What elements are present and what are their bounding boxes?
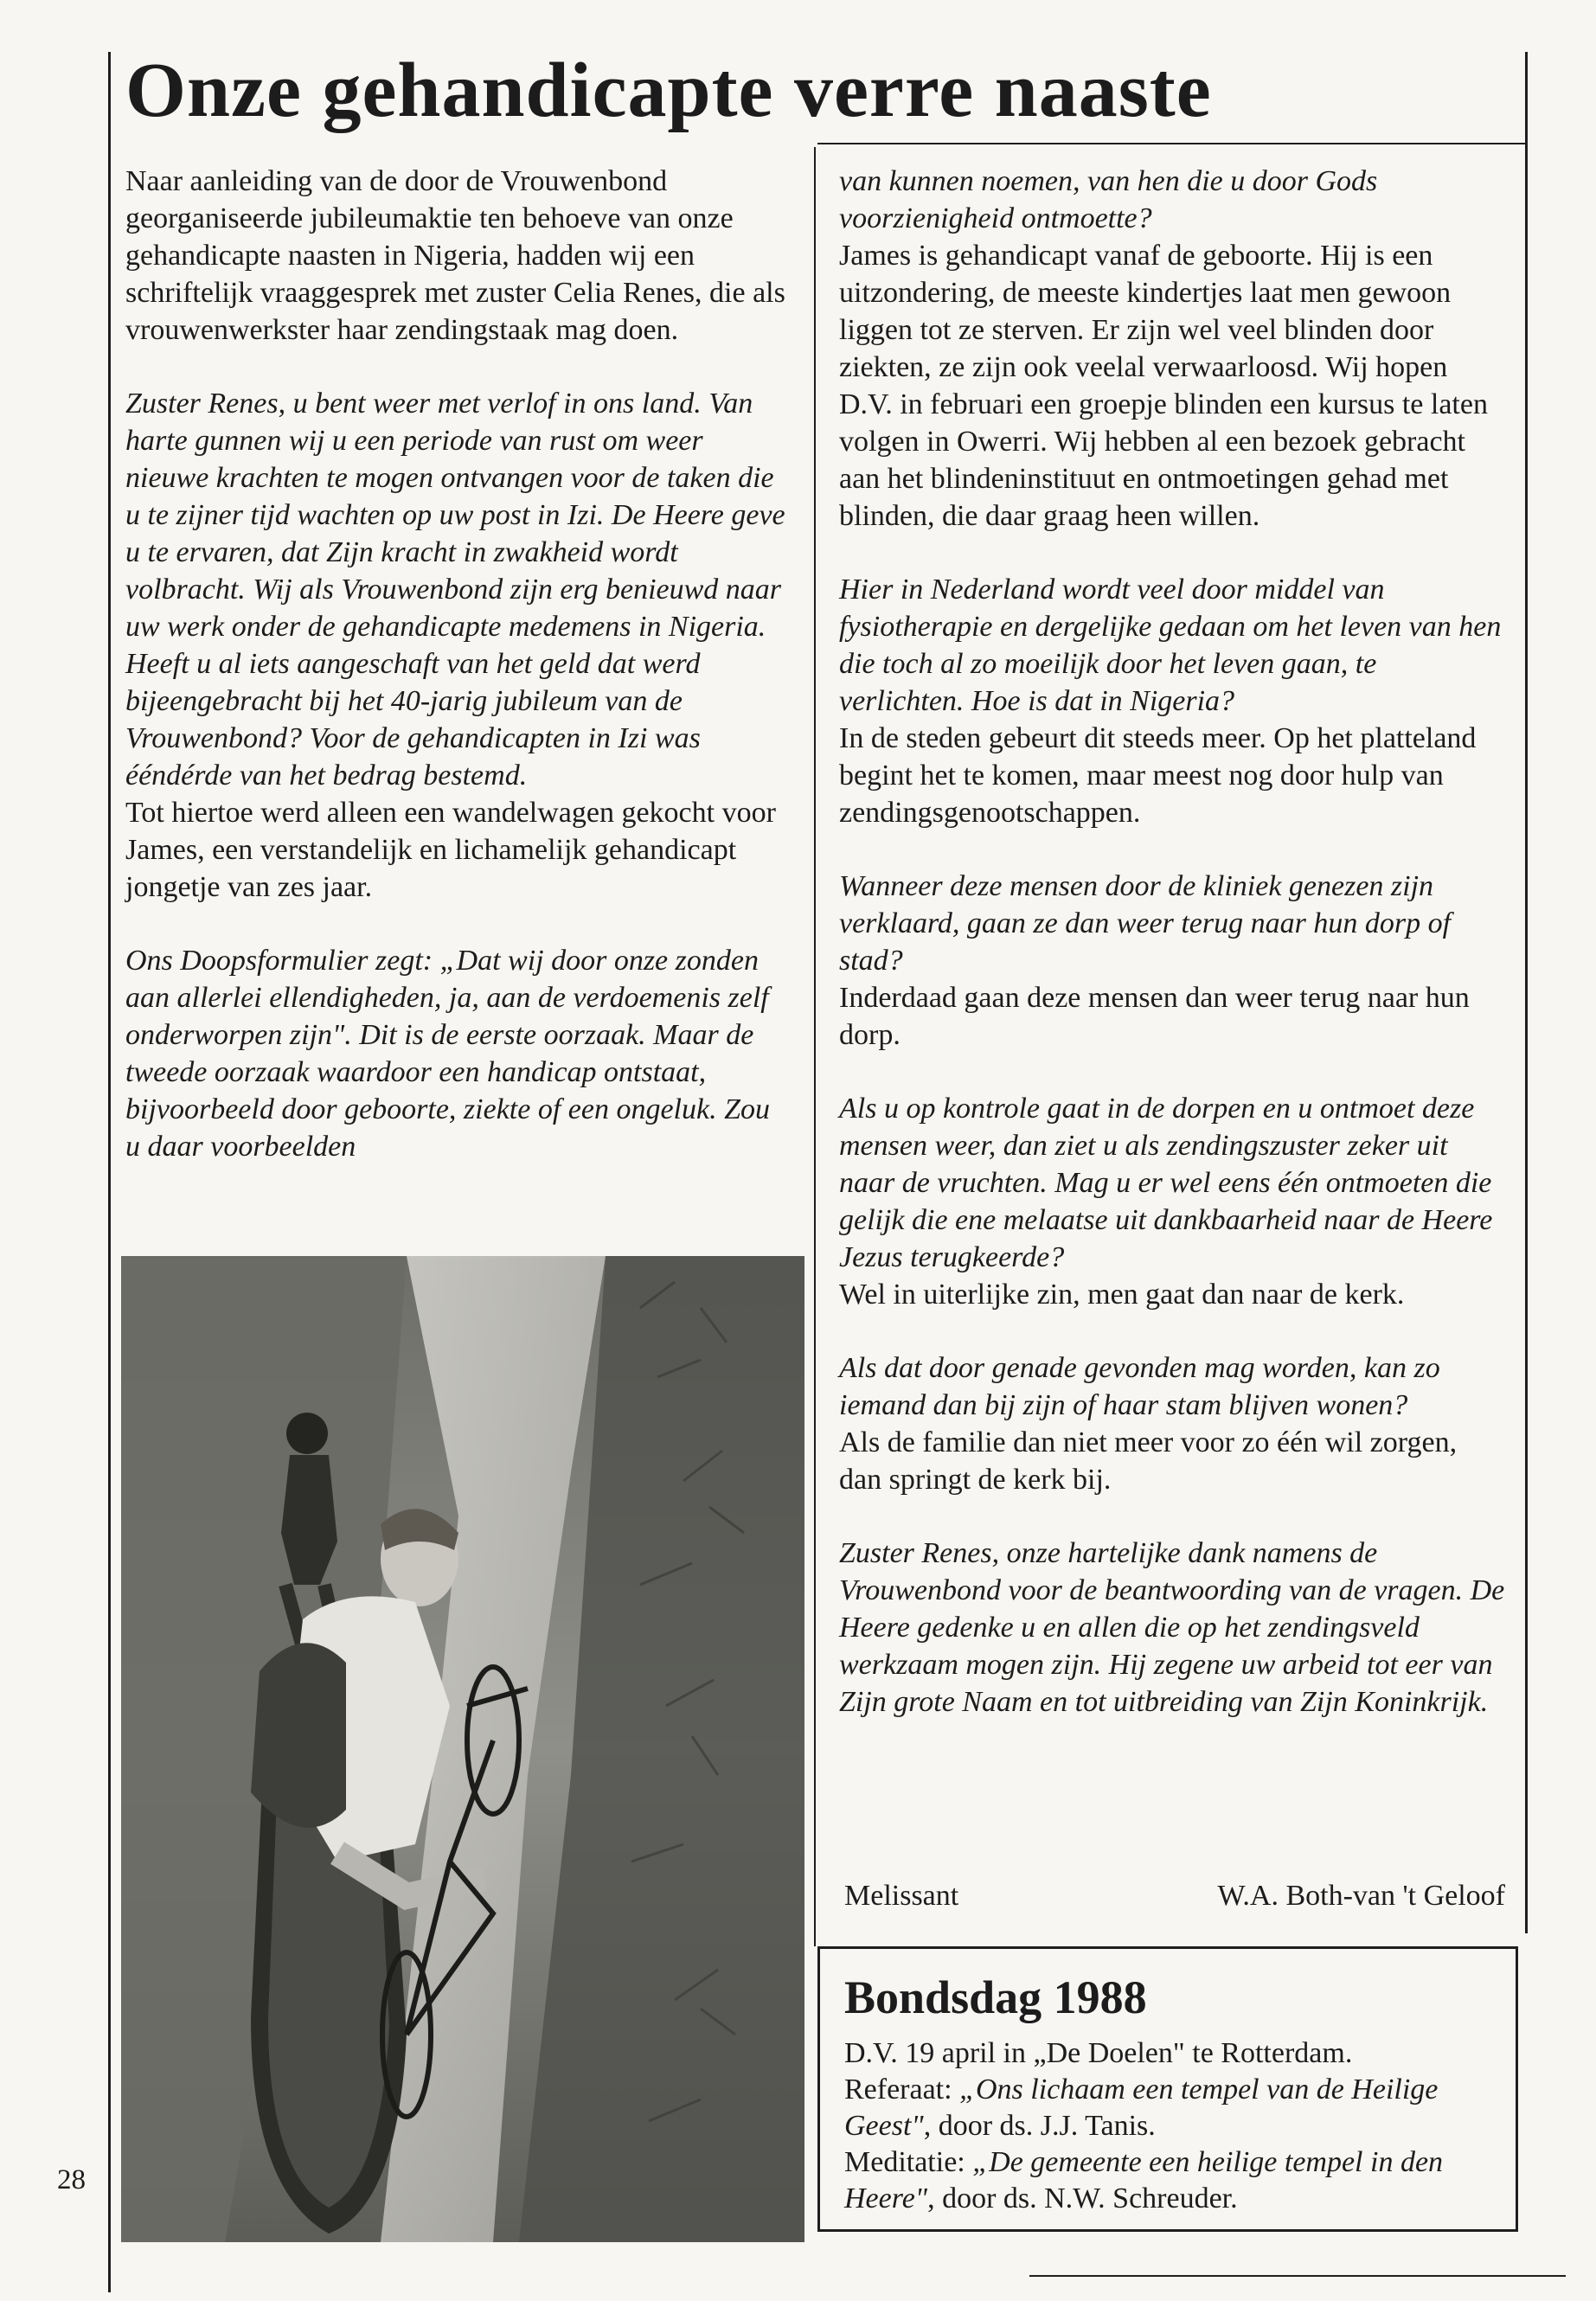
right-column — [839, 163, 1505, 1757]
answer-6-text: Wel in uiterlijke zin, men gaat dan naar de kerk. — [839, 1279, 1405, 1311]
page-title: Onze gehandicapte verre naaste — [125, 48, 1212, 133]
closing-paragraph — [839, 1535, 1505, 1721]
right-margin-rule — [1525, 52, 1528, 1933]
column-divider-rule — [814, 147, 816, 1946]
question-4-text: Hier in Nederland wordt veel door middel van fysiotherapie en dergelijke gedaan om het leven van hen die toch al zo moeilijk door het leven gaan, te verlichten. Hoe is dat in Nigeria? — [839, 574, 1502, 717]
question-3-cont-text: van kunnen noemen, van hen die u door Gods voorzienigheid ontmoette? — [839, 165, 1378, 234]
signature-name: W.A. Both-van 't Geloof — [1217, 1880, 1505, 1912]
answer-3-text: James is gehandicapt vanaf de geboorte. Hij is een uitzondering, de meeste kindertjes laat men gewoon liggen tot ze sterven. Er zijn wel veel blinden door ziekten, ze zijn ook veelal verwaarloosd. Wij hopen D.V. in februari een groepje blinden een kursus te laten volgen in Owerri. Wij hebben al een bezoek gebracht aan het blindeninstituut en ontmoetingen gehad met blinden, die daar graag heen willen. — [839, 240, 1488, 532]
answer-5-text: Inderdaad gaan deze mensen dan weer terug naar hun dorp. — [839, 982, 1470, 1051]
question-2-text: Heeft u al iets aangeschaft van het geld dat werd bijeengebracht bij het 40-jarig jubileum van de Vrouwenbond? Voor de gehandicapten in Izi was ééndérde van het bedrag bestemd. — [125, 648, 701, 792]
mission-photo — [121, 1256, 804, 2242]
title-underline-rule — [817, 143, 1527, 144]
answer-2-text: Tot hiertoe werd alleen een wandelwagen gekocht voor James, een verstandelijk en lichamelijk gehandicapt jongetje van zes jaar. — [125, 797, 776, 903]
answer-7-text: Als de familie dan niet meer voor zo één wil zorgen, dan springt de kerk bij. — [839, 1426, 1458, 1496]
meditatie-title: „De gemeente een heilige tempel in den Heere" — [844, 2146, 1444, 2214]
signature-place: Melissant — [844, 1880, 959, 1912]
answer-4-text: In de steden gebeurt dit steeds meer. Op het platteland begint het te komen, maar meest nog door hulp van zendingsgenootschappen. — [839, 722, 1477, 829]
page-number: 28 — [57, 2164, 86, 2195]
bondsdag-date-line: D.V. 19 april in „De Doelen" te Rotterdam. — [844, 2037, 1353, 2069]
question-3-text: Ons Doopsformulier zegt: „Dat wij door onze zonden aan allerlei ellendigheden, ja, aan de verdoemenis zelf onderworpen zijn". Dit is de eerste oorzaak. Maar de tweede oorzaak waardoor een handicap ontstaat, bijvoorbeeld door geboorte, ziekte of een ongeluk. Zou u daar voorbeelden — [125, 945, 770, 1163]
question-1 — [125, 385, 792, 906]
intro-paragraph: Naar aanleiding van de door de Vrouwenbond georganiseerde jubileumaktie ten behoeve van onze gehandicapte naasten in Nigeria, hadden wij een schriftelijk vraaggesprek met zuster Celia Renes, die als vrouwenwerkster haar zendingstaak mag doen. — [125, 165, 785, 346]
question-7 — [839, 1349, 1505, 1498]
question-5-text: Wanneer deze mensen door de kliniek genezen zijn verklaard, gaan ze dan weer terug naar hun dorp of stad? — [839, 870, 1452, 977]
referaat-label: Referaat: — [844, 2073, 960, 2106]
footer-rule — [1029, 2275, 1566, 2277]
question-6 — [839, 1090, 1505, 1313]
left-column — [125, 163, 792, 1202]
bondsdag-referaat — [844, 2072, 1510, 2144]
bondsdag-meditatie — [844, 2144, 1510, 2217]
question-3-continued — [839, 163, 1505, 535]
question-3 — [125, 942, 792, 1165]
referaat-speaker: , door ds. J.J. Tanis. — [923, 2110, 1156, 2142]
signature-line — [839, 1877, 1505, 1920]
referaat-title: „Ons lichaam een tempel van de Heilige Geest" — [844, 2073, 1439, 2142]
bondsdag-heading: Bondsdag 1988 — [844, 1971, 1147, 2023]
closing-text: Zuster Renes, onze hartelijke dank namens de Vrouwenbond voor de beantwoording van de vragen. De Heere gedenke u en allen die op het zendingsveld werkzaam mogen zijn. Hij zegene uw arbeid tot eer van Zijn grote Naam en tot uitbreiding van Zijn Koninkrijk. — [839, 1537, 1505, 1718]
meditatie-speaker: , door ds. N.W. Schreuder. — [927, 2182, 1238, 2214]
left-margin-rule — [108, 52, 111, 2292]
question-1-text: Zuster Renes, u bent weer met verlof in ons land. Van harte gunnen wij u een periode van rust om weer nieuwe krachten te mogen ontvangen voor de taken die u te zijner tijd wachten op uw post in Izi. De Heere geve u te ervaren, dat Zijn kracht in zwakheid wordt volbracht. Wij als Vrouwenbond zijn erg benieuwd naar uw werk onder de gehandicapte medemens in Nigeria. — [125, 388, 785, 643]
meditatie-label: Meditatie: — [844, 2146, 973, 2178]
question-5 — [839, 868, 1505, 1054]
question-7-text: Als dat door genade gevonden mag worden, kan zo iemand dan bij zijn of haar stam blijven wonen? — [839, 1352, 1440, 1421]
question-6-text: Als u op kontrole gaat in de dorpen en u ontmoet deze mensen weer, dan ziet u als zendingszuster zeker uit naar de vruchten. Mag u er wel eens één ontmoeten die gelijk die ene melaatse uit dankbaarheid naar de Heere Jezus terugkeerde? — [839, 1093, 1493, 1273]
photo-illustration — [121, 1256, 804, 2242]
bondsdag-announcement-box — [817, 1946, 1518, 2232]
question-4 — [839, 571, 1505, 831]
